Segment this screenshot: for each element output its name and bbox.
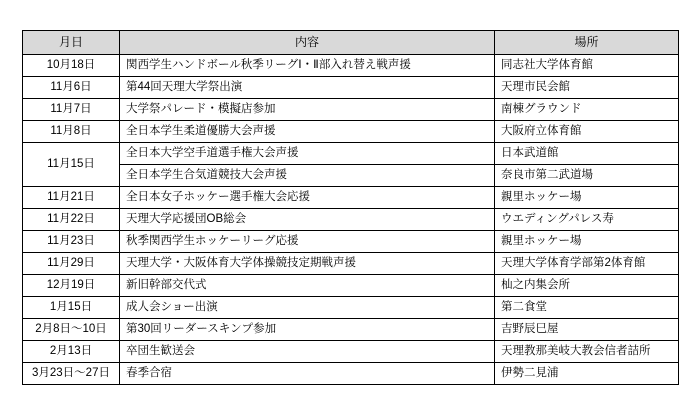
cell-place: 奈良市第二武道場 [495,165,679,187]
cell-place: 親里ホッケー場 [495,187,679,209]
cell-place: 吉野辰巳屋 [495,319,679,341]
table-body [23,55,679,385]
table-row [23,99,679,121]
table-row [23,363,679,385]
cell-content: 成人会ショー出演 [120,297,495,319]
cell-place: 日本武道館 [495,143,679,165]
cell-content: 春季合宿 [120,363,495,385]
cell-content: 全日本女子ホッケー選手権大会応援 [120,187,495,209]
table-row [23,297,679,319]
column-header-content: 内容 [120,31,495,55]
cell-place: 親里ホッケー場 [495,231,679,253]
table-row [23,341,679,363]
cell-date: 11月21日 [23,187,120,209]
schedule-table [22,30,679,385]
cell-content: 第44回天理大学祭出演 [120,77,495,99]
table-header-row [23,31,679,55]
cell-date: 2月13日 [23,341,120,363]
cell-place: 天理市民会館 [495,77,679,99]
cell-place: 第二食堂 [495,297,679,319]
cell-date: 11月15日 [23,143,120,187]
cell-date: 12月19日 [23,275,120,297]
cell-place: 南棟グラウンド [495,99,679,121]
cell-date: 3月23日〜27日 [23,363,120,385]
schedule-sheet [22,30,678,385]
cell-date: 11月23日 [23,231,120,253]
table-row [23,165,679,187]
table-row [23,121,679,143]
cell-content: 天理大学応援団OB総会 [120,209,495,231]
cell-content: 天理大学・大阪体育大学体操競技定期戦声援 [120,253,495,275]
cell-date: 11月6日 [23,77,120,99]
cell-place: ウエディングパレス寿 [495,209,679,231]
cell-content: 全日本学生合気道競技大会声援 [120,165,495,187]
cell-place: 大阪府立体育館 [495,121,679,143]
cell-content: 全日本大学空手道選手権大会声援 [120,143,495,165]
cell-place: 天理大学体育学部第2体育館 [495,253,679,275]
cell-place: 杣之内集会所 [495,275,679,297]
cell-content: 全日本学生柔道優勝大会声援 [120,121,495,143]
cell-content: 新旧幹部交代式 [120,275,495,297]
cell-content: 第30回リーダースキンプ参加 [120,319,495,341]
column-header-date: 月日 [23,31,120,55]
cell-content: 関西学生ハンドボール秋季リーグⅠ・Ⅱ部入れ替え戦声援 [120,55,495,77]
cell-date: 1月15日 [23,297,120,319]
table-row [23,187,679,209]
table-row [23,55,679,77]
table-row [23,209,679,231]
cell-place: 天理教那美岐大教会信者詰所 [495,341,679,363]
table-row [23,319,679,341]
cell-date: 11月29日 [23,253,120,275]
table-row [23,143,679,165]
table-row [23,231,679,253]
table-row [23,77,679,99]
cell-place: 同志社大学体育館 [495,55,679,77]
cell-date: 11月7日 [23,99,120,121]
table-row [23,275,679,297]
cell-date: 11月8日 [23,121,120,143]
cell-place: 伊勢二見浦 [495,363,679,385]
table-row [23,253,679,275]
cell-date: 2月8日〜10日 [23,319,120,341]
cell-content: 大学祭パレード・模擬店参加 [120,99,495,121]
cell-content: 秋季関西学生ホッケーリーグ応援 [120,231,495,253]
cell-date: 11月22日 [23,209,120,231]
column-header-place: 場所 [495,31,679,55]
cell-date: 10月18日 [23,55,120,77]
cell-content: 卒団生歓送会 [120,341,495,363]
